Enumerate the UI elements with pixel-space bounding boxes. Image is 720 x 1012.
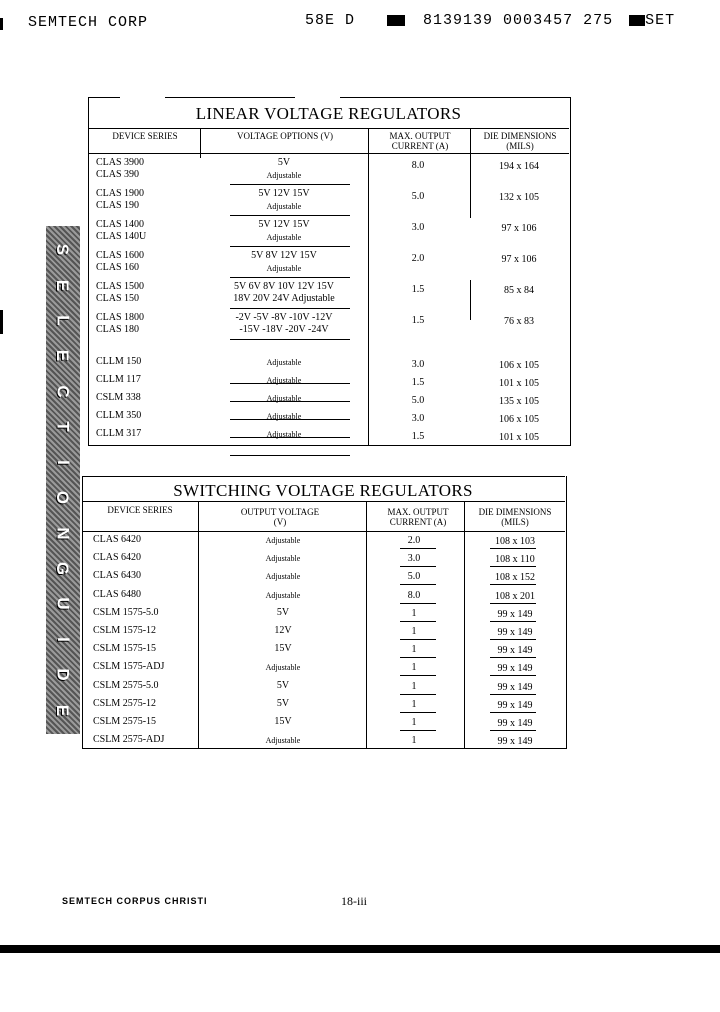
- page-number: 18-iii: [341, 894, 367, 908]
- linear-die: 97 x 106: [501, 254, 537, 265]
- row-rule: [400, 657, 436, 658]
- row-rule: [230, 246, 350, 247]
- switching-current: 1: [411, 680, 417, 692]
- switching-title: SWITCHING VOLTAGE REGULATORS: [173, 481, 473, 500]
- row-rule: [230, 184, 350, 185]
- linear-device: CLLM 150: [96, 356, 142, 367]
- side-tab-letter: G: [53, 561, 73, 576]
- switching-die: 108 x 152: [495, 572, 535, 584]
- row-rule: [230, 339, 350, 340]
- linear-current: 3.0: [411, 359, 425, 370]
- linear-voltage: Adjustable: [266, 233, 302, 242]
- side-tab-letter: I: [53, 459, 73, 465]
- switching-current: 8.0: [407, 589, 421, 601]
- footer-company: SEMTECH CORPUS CHRISTI: [62, 896, 208, 906]
- linear-device: CLAS 1600: [96, 250, 145, 261]
- linear-die: 135 x 105: [499, 396, 539, 407]
- linear-voltage: Adjustable: [266, 264, 302, 273]
- linear-current: 1.5: [411, 284, 425, 295]
- switching-current: 1: [411, 644, 417, 656]
- linear-device: CLLM 117: [96, 374, 141, 385]
- switching-voltage: 5V: [276, 606, 290, 618]
- row-rule: [400, 639, 436, 640]
- switching-voltage: Adjustable: [265, 663, 301, 673]
- linear-voltage: Adjustable: [266, 412, 302, 421]
- row-rule: [400, 730, 436, 731]
- linear-device: CLAS 150: [96, 293, 140, 304]
- switching-voltage: 15V: [274, 716, 292, 727]
- side-tab-letter: E: [53, 279, 73, 291]
- row-rule: [490, 584, 536, 585]
- linear-current: 3.0: [411, 222, 425, 233]
- switching-device: CSLM 2575-12: [93, 697, 157, 709]
- row-rule: [490, 712, 536, 713]
- linear-current: 8.0: [411, 160, 425, 171]
- linear-current: 2.0: [411, 253, 425, 264]
- linear-voltage: Adjustable: [266, 376, 302, 385]
- switching-device: CLAS 6420: [93, 534, 142, 545]
- switching-die: 99 x 149: [497, 645, 533, 657]
- linear-die: 106 x 105: [499, 414, 539, 425]
- switching-current: 1: [411, 607, 417, 619]
- switching-device: CLAS 6420: [93, 552, 142, 564]
- block-mark-icon: [387, 15, 405, 26]
- switching-device: CLAS 6430: [93, 570, 142, 582]
- switching-voltage: 15V: [274, 643, 292, 655]
- row-rule: [400, 748, 436, 749]
- row-rule: [400, 621, 436, 622]
- switching-current: 5.0: [407, 571, 421, 583]
- switching-current: 1: [411, 698, 417, 710]
- row-rule: [490, 548, 536, 549]
- linear-die: 101 x 105: [499, 378, 539, 389]
- linear-device: CLAS 3900: [96, 157, 145, 168]
- switching-col-die: DIE DIMENSIONS (MILS): [478, 507, 552, 527]
- linear-col-device: DEVICE SERIES: [112, 131, 178, 141]
- row-rule: [400, 566, 436, 567]
- row-rule: [490, 730, 536, 731]
- linear-col-voltage: VOLTAGE OPTIONS (V): [237, 131, 333, 141]
- row-rule: [490, 748, 536, 749]
- row-rule: [490, 621, 536, 622]
- linear-device: CLLM 350: [96, 410, 142, 421]
- linear-current: 1.5: [411, 431, 425, 442]
- side-tab-letter: T: [53, 421, 73, 433]
- row-rule: [400, 603, 436, 604]
- switching-col-device: DEVICE SERIES: [107, 505, 173, 515]
- row-rule: [490, 566, 536, 567]
- switching-device: CSLM 1575-12: [93, 625, 157, 636]
- linear-device: CLAS 1500: [96, 281, 145, 292]
- switching-voltage: Adjustable: [265, 536, 301, 545]
- linear-voltage: 5V 12V 15V: [258, 219, 310, 230]
- switching-die: 108 x 103: [495, 536, 535, 547]
- row-rule: [490, 657, 536, 658]
- row-rule: [400, 675, 436, 676]
- header-code3: SET: [645, 12, 676, 29]
- switching-voltage: Adjustable: [265, 572, 301, 582]
- section-guide-tab: [46, 226, 80, 734]
- switching-current: 3.0: [407, 553, 421, 565]
- switching-device: CSLM 1575-ADJ: [93, 661, 165, 673]
- switching-die: 108 x 201: [495, 590, 535, 602]
- linear-voltage: Adjustable: [266, 171, 302, 180]
- switching-current: 2.0: [407, 535, 421, 546]
- linear-voltage: Adjustable: [266, 202, 302, 211]
- row-rule: [230, 455, 350, 456]
- linear-voltage: Adjustable: [266, 394, 302, 403]
- row-rule: [400, 548, 436, 549]
- row-rule: [490, 603, 536, 604]
- switching-die: 99 x 149: [497, 699, 533, 711]
- switching-col-current: MAX. OUTPUT CURRENT (A): [387, 507, 449, 527]
- switching-device: CSLM 1575-5.0: [93, 606, 159, 618]
- linear-device: CLLM 317: [96, 428, 142, 439]
- linear-current: 1.5: [411, 377, 425, 388]
- switching-device: CLAS 6480: [93, 588, 142, 600]
- linear-device: CLAS 1400: [96, 219, 145, 230]
- side-tab-letter: I: [53, 636, 73, 642]
- linear-die: 101 x 105: [499, 432, 539, 443]
- switching-device: CSLM 1575-15: [93, 643, 157, 655]
- switching-current: 1: [411, 662, 417, 674]
- linear-device: CLAS 160: [96, 262, 140, 273]
- switching-current: 1: [411, 717, 417, 728]
- switching-voltage: 5V: [276, 679, 290, 691]
- linear-device: CSLM 338: [96, 392, 141, 403]
- linear-die: 132 x 105: [499, 192, 539, 203]
- linear-die: 106 x 105: [499, 360, 539, 371]
- switching-device: CSLM 2575-ADJ: [93, 734, 165, 746]
- switching-device: CSLM 2575-15: [93, 716, 157, 727]
- switching-voltage: Adjustable: [265, 554, 301, 564]
- linear-voltage: 5V 12V 15V: [258, 188, 310, 199]
- side-tab-letter: E: [53, 350, 73, 362]
- linear-die: 85 x 84: [504, 285, 534, 296]
- linear-current: 5.0: [411, 395, 425, 406]
- row-rule: [230, 277, 350, 278]
- switching-voltage: 12V: [274, 625, 292, 636]
- header-codes: [305, 12, 675, 29]
- switching-current: 1: [411, 735, 417, 747]
- switching-col-voltage: OUTPUT VOLTAGE (V): [240, 507, 320, 527]
- side-tab-letter: U: [53, 597, 73, 611]
- switching-die: 99 x 149: [497, 663, 533, 675]
- linear-device: CLAS 390: [96, 169, 140, 180]
- linear-current: 1.5: [411, 315, 425, 326]
- switching-voltage: Adjustable: [265, 736, 301, 746]
- linear-voltage: 5V 8V 12V 15V: [251, 250, 317, 261]
- header-code1: 58E D: [305, 12, 356, 29]
- linear-voltage: -2V -5V -8V -10V -12V: [235, 312, 333, 323]
- linear-device: CLAS 180: [96, 324, 140, 335]
- block-mark-icon: [629, 15, 645, 26]
- row-rule: [230, 215, 350, 216]
- linear-device: CLAS 1900: [96, 188, 145, 199]
- linear-current: 3.0: [411, 413, 425, 424]
- switching-die: 99 x 149: [497, 718, 533, 729]
- linear-col-current: MAX. OUTPUT CURRENT (A): [389, 131, 451, 151]
- linear-current: 5.0: [411, 191, 425, 202]
- side-tab-letter: D: [53, 668, 73, 681]
- edge-mark: [0, 18, 3, 30]
- side-tab-letter: C: [53, 385, 73, 398]
- side-tab-letter: N: [53, 526, 73, 540]
- side-tab-letter: O: [53, 491, 73, 505]
- row-rule: [400, 694, 436, 695]
- linear-voltage: 5V 6V 8V 10V 12V 15V: [234, 281, 334, 292]
- switching-die: 108 x 110: [495, 554, 535, 566]
- switching-voltage: 5V: [276, 697, 290, 709]
- linear-col-die: DIE DIMENSIONS (MILS): [483, 131, 557, 151]
- header-code2: 8139139 0003457 275: [423, 12, 614, 29]
- side-tab-letter: E: [53, 704, 73, 716]
- linear-die: 97 x 106: [501, 223, 537, 234]
- row-rule: [490, 639, 536, 640]
- switching-die: 99 x 149: [497, 627, 533, 638]
- linear-device: CLAS 190: [96, 200, 140, 211]
- row-rule: [490, 694, 536, 695]
- linear-voltage: 5V: [277, 157, 291, 168]
- row-rule: [400, 584, 436, 585]
- linear-device: CLAS 140U: [96, 231, 147, 242]
- switching-device: CSLM 2575-5.0: [93, 679, 159, 691]
- switching-die: 99 x 149: [497, 681, 533, 693]
- side-tab-letter: S: [53, 244, 73, 256]
- switching-voltage: Adjustable: [265, 590, 301, 600]
- row-rule: [400, 712, 436, 713]
- edge-mark: [0, 310, 3, 334]
- switching-current: 1: [411, 626, 417, 637]
- linear-voltage: Adjustable: [266, 358, 302, 367]
- row-rule: [490, 675, 536, 676]
- scan-edge-bar: [0, 945, 720, 953]
- linear-device: CLAS 1800: [96, 312, 145, 323]
- linear-title: LINEAR VOLTAGE REGULATORS: [195, 104, 462, 123]
- linear-die: 194 x 164: [499, 161, 539, 172]
- switching-die: 99 x 149: [497, 608, 533, 620]
- linear-voltage: -15V -18V -20V -24V: [239, 324, 329, 335]
- row-rule: [230, 308, 350, 309]
- switching-die: 99 x 149: [497, 736, 533, 748]
- linear-voltage: Adjustable: [266, 430, 302, 439]
- linear-voltage: 18V 20V 24V Adjustable: [233, 293, 335, 304]
- side-tab-letter: L: [53, 315, 73, 326]
- header-company: SEMTECH CORP: [28, 14, 149, 31]
- linear-die: 76 x 83: [504, 316, 534, 327]
